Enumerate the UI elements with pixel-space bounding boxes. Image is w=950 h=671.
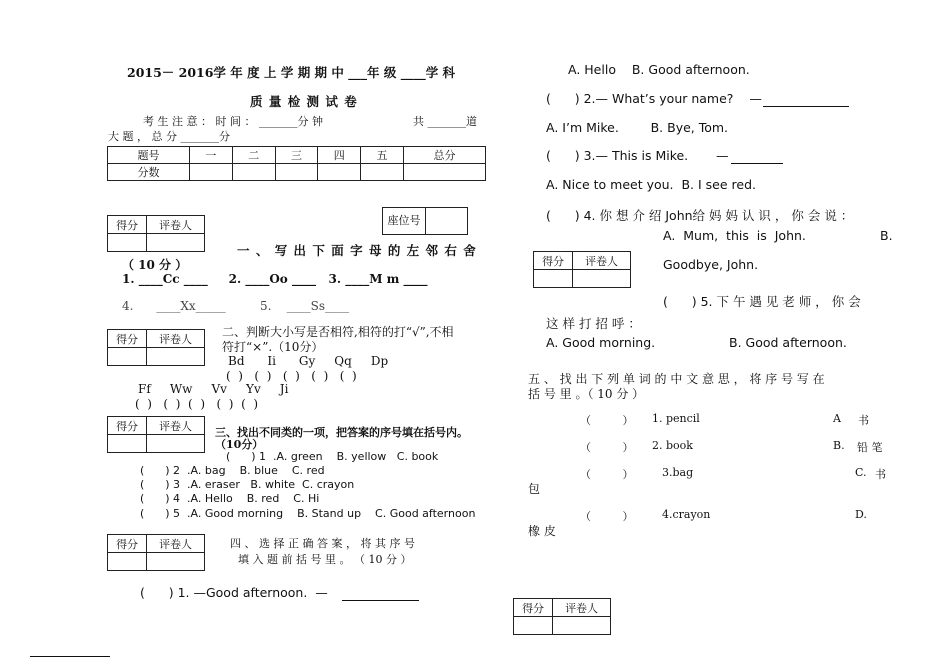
section4-q4: ( ) 4. 你 想 介 绍 John给 妈 妈 认 识 ， 你 会 说 ： <box>546 208 854 223</box>
section3-points: （10分） <box>215 438 264 451</box>
q2-answer-blank[interactable] <box>763 94 849 107</box>
grader-score-label: 得分 <box>534 252 573 270</box>
section5-paren[interactable]: （ ） <box>580 468 634 481</box>
exam-notice-count: 共 _______道 <box>413 115 477 128</box>
grader-box-1 <box>107 215 205 252</box>
section1-points: （ 10 分 ） <box>122 258 188 272</box>
score-table-header: 一 <box>190 147 233 164</box>
section5-meaning: 书 <box>858 414 869 427</box>
grader-score-cell[interactable] <box>108 234 147 252</box>
section2-title: 二、判断大小写是否相符,相符的打“√”,不相 <box>222 325 454 339</box>
section3-item: ( ) 4 .A. Hello B. red C. Hi <box>140 492 320 505</box>
grader-score-label: 得分 <box>108 330 147 348</box>
grader-name-label: 评卷人 <box>147 417 205 435</box>
seat-number-box <box>382 207 468 235</box>
grader-score-cell[interactable] <box>108 553 147 571</box>
section4-q5-cont: 这 样 打 招 呼 ： <box>546 316 641 331</box>
section3-item: ( ) 2 .A. bag B. blue C. red <box>140 464 325 477</box>
grader-score-cell[interactable] <box>108 435 147 453</box>
section4-q5-option-b: B. Good afternoon. <box>729 335 847 350</box>
section4-q1: ( ) 1. —Good afternoon. — <box>140 585 328 600</box>
section2-row2-marks[interactable]: ( ) ( ) ( ) ( ) ( ) <box>135 397 259 411</box>
section5-meaning-wrap: 橡 皮 <box>528 524 556 538</box>
section5-title-cont: 括 号 里 。（ 10 分 ） <box>528 387 645 401</box>
score-cell[interactable] <box>403 164 485 181</box>
section4-title-cont: 填 入 题 前 括 号 里 。 （ 10 分 ） <box>238 553 412 566</box>
section5-paren[interactable]: （ ） <box>580 441 634 454</box>
grader-score-cell[interactable] <box>534 270 573 288</box>
score-summary-table <box>107 146 486 181</box>
exam-notice-time: 考 生 注 意 ： 时 间 ： _______分 钟 <box>143 115 323 128</box>
section4-q4-option-a: A. Mum, this is John. <box>663 228 806 243</box>
score-cell[interactable] <box>275 164 318 181</box>
grader-name-cell[interactable] <box>147 553 205 571</box>
section5-letter: B. <box>833 439 845 452</box>
section1-line2: 4. ____Xx_____ 5. ____Ss____ <box>122 299 350 313</box>
footnote-rule <box>30 656 110 657</box>
score-cell[interactable] <box>318 164 361 181</box>
section5-word: 2. book <box>652 439 693 452</box>
seat-number-label: 座位号 <box>383 208 426 235</box>
grader-name-label: 评卷人 <box>553 599 611 617</box>
section4-q3: ( ) 3.— This is Mike. — <box>546 148 729 163</box>
section5-letter: D. <box>855 508 867 521</box>
grader-box-2 <box>107 329 205 366</box>
grader-box-3 <box>107 416 205 453</box>
section4-q4-option-b-label: B. <box>880 228 893 243</box>
section4-title: 四 、 选 择 正 确 答 案 ， 将 其 序 号 <box>230 537 415 550</box>
section5-paren[interactable]: （ ） <box>580 510 634 523</box>
section5-meaning: 铅 笔 <box>857 441 883 454</box>
section4-q2: ( ) 2.— What’s your name? — <box>546 91 762 106</box>
section5-word: 1. pencil <box>652 412 700 425</box>
score-table-header: 五 <box>361 147 404 164</box>
exam-notice-total: 大 题 ， 总 分 _______分 <box>108 130 230 143</box>
section4-q2-options: A. I’m Mike. B. Bye, Tom. <box>546 120 729 135</box>
section4-q1-options: A. Hello B. Good afternoon. <box>568 62 750 77</box>
grader-score-cell[interactable] <box>108 348 147 366</box>
grader-box-4 <box>107 534 205 571</box>
grader-name-cell[interactable] <box>147 348 205 366</box>
grader-name-label: 评卷人 <box>147 330 205 348</box>
grader-score-label: 得分 <box>108 535 147 553</box>
section4-q5-option-a: A. Good morning. <box>546 335 656 350</box>
grader-box-6 <box>513 598 611 635</box>
score-table-header: 二 <box>232 147 275 164</box>
section3-item: ( ) 5 .A. Good morning B. Stand up C. Good afternoon <box>140 507 476 520</box>
section5-meaning-wrap: 包 <box>528 482 541 496</box>
section5-paren[interactable]: （ ） <box>580 414 634 427</box>
section5-letter: C. <box>855 466 867 479</box>
q3-answer-blank[interactable] <box>731 151 783 164</box>
seat-number-cell[interactable] <box>426 208 468 235</box>
score-table-header: 四 <box>318 147 361 164</box>
grader-name-cell[interactable] <box>147 435 205 453</box>
section1-line1: 1. ____Cc ____ 2. ____Oo ____ 3. ____M m ____ <box>122 272 428 286</box>
score-table-header: 题号 <box>108 147 190 164</box>
section2-row1: Bd Ii Gy Qq Dp <box>228 354 389 368</box>
grader-name-label: 评卷人 <box>573 252 631 270</box>
grader-score-label: 得分 <box>108 417 147 435</box>
section1-title: 一 、 写 出 下 面 字 母 的 左 邻 右 舍 <box>237 243 477 258</box>
score-cell[interactable] <box>190 164 233 181</box>
section5-word: 3.bag <box>662 466 694 479</box>
section2-row1-marks[interactable]: ( ) ( ) ( ) ( ) ( ) <box>226 369 357 383</box>
section3-item: ( ) 3 .A. eraser B. white C. crayon <box>140 478 355 491</box>
section4-q4-option-b: Goodbye, John. <box>663 257 759 272</box>
score-cell[interactable] <box>232 164 275 181</box>
section4-q3-options: A. Nice to meet you. B. I see red. <box>546 177 756 192</box>
grader-name-cell[interactable] <box>147 234 205 252</box>
section2-row2: Ff Ww Vv Yv Ji <box>138 382 289 396</box>
section5-letter: A <box>833 412 841 425</box>
score-table-header: 总分 <box>403 147 485 164</box>
section5-word: 4.crayon <box>662 508 711 521</box>
grader-name-cell[interactable] <box>573 270 631 288</box>
section3-item: ( ) 1 .A. green B. yellow C. book <box>226 450 439 463</box>
exam-title-line2: 质 量 检 测 试 卷 <box>250 94 358 109</box>
grader-score-cell[interactable] <box>514 617 553 635</box>
grader-name-label: 评卷人 <box>147 216 205 234</box>
score-table-header: 三 <box>275 147 318 164</box>
score-table-row-label: 分数 <box>108 164 190 181</box>
exam-title-line1: 2015－ 2016学 年 度 上 学 期 期 中 ___年 级 ____学 科 <box>127 65 456 80</box>
grader-name-label: 评卷人 <box>147 535 205 553</box>
section2-title-cont: 符打“×”.（10分） <box>222 340 324 354</box>
grader-box-5 <box>533 251 631 288</box>
q1-answer-blank[interactable] <box>342 588 419 601</box>
grader-name-cell[interactable] <box>553 617 611 635</box>
score-cell[interactable] <box>361 164 404 181</box>
section3-title: 三、找出不同类的一项，把答案的序号填在括号内。 <box>215 426 468 439</box>
grader-score-label: 得分 <box>514 599 553 617</box>
section5-meaning: 书 <box>875 468 886 481</box>
section4-q5: ( ) 5. 下 午 遇 见 老 师 ， 你 会 <box>663 294 861 309</box>
section5-title: 五 、 找 出 下 列 单 词 的 中 文 意 思 ， 将 序 号 写 在 <box>528 372 825 386</box>
grader-score-label: 得分 <box>108 216 147 234</box>
